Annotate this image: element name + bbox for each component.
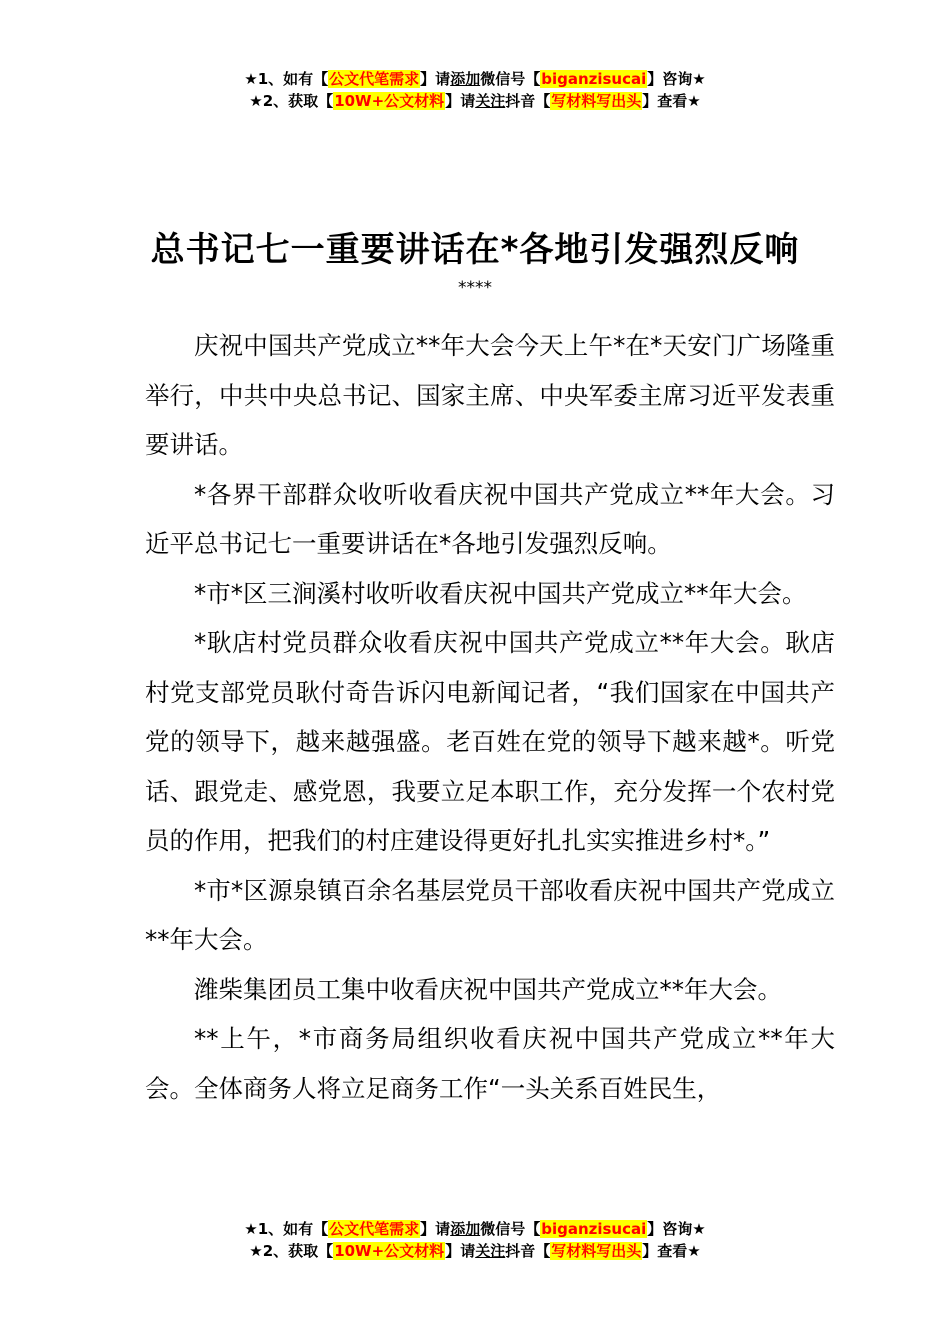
- promo-text: 】请: [420, 1220, 451, 1238]
- promo-text: 】请: [420, 70, 451, 88]
- paragraph: *耿店村党员群众收看庆祝中国共产党成立**年大会。耿店村党支部党员耿付奇告诉闪电新闻记者，“我们国家在中国共产党的领导下，越来越强盛。老百姓在党的领导下越来越*。听党话、跟党走、感党恩，我要立足本职工作，充分发挥一个农村党员的作用，把我们的村庄建设得更好扎扎实实推进乡村*。”: [145, 628, 835, 855]
- promo-text: ★1、如有【: [244, 1220, 329, 1238]
- document-body: [145, 321, 835, 1113]
- promo-highlight: 10W+公文材料: [334, 1242, 445, 1260]
- promo-highlight: 10W+公文材料: [334, 92, 445, 110]
- promo-text: 】请: [445, 92, 476, 110]
- promo-line-2: [0, 1240, 950, 1262]
- paragraph: 庆祝中国共产党成立**年大会今天上午*在*天安门广场隆重举行，中共中央总书记、国家主席、中央军委主席习近平发表重要讲话。: [145, 331, 835, 459]
- promo-text: 】查看★: [642, 92, 701, 110]
- promo-banner-bottom: [0, 1218, 950, 1262]
- promo-text: ★2、获取【: [249, 92, 334, 110]
- promo-underline-text: 关注: [475, 92, 506, 110]
- promo-line-1: [0, 68, 950, 90]
- promo-highlight: 公文代笔需求: [329, 1220, 420, 1238]
- promo-text: 抖音【: [505, 1242, 551, 1260]
- promo-text: 】请: [445, 1242, 476, 1260]
- promo-highlight: 公文代笔需求: [329, 70, 420, 88]
- paragraph: **上午，*市商务局组织收看庆祝中国共产党成立**年大会。全体商务人将立足商务工作“一头关系百姓民生，: [145, 1024, 835, 1103]
- promo-text: 】咨询★: [647, 70, 706, 88]
- promo-banner-top: [0, 68, 950, 112]
- wechat-id-highlight: biganzisucai: [541, 70, 647, 88]
- promo-line-2: [0, 90, 950, 112]
- promo-text: 】查看★: [642, 1242, 701, 1260]
- paragraph: *市*区源泉镇百余名基层党员干部收看庆祝中国共产党成立**年大会。: [145, 875, 835, 954]
- promo-text: 】咨询★: [647, 1220, 706, 1238]
- promo-underline-text: 添加: [450, 1220, 481, 1238]
- document-title: 总书记七一重要讲话在*各地引发强烈反响: [150, 230, 800, 270]
- promo-text: ★1、如有【: [244, 70, 329, 88]
- douyin-id-highlight: 写材料写出头: [551, 1242, 642, 1260]
- promo-underline-text: 添加: [450, 70, 481, 88]
- douyin-id-highlight: 写材料写出头: [551, 92, 642, 110]
- promo-underline-text: 关注: [475, 1242, 506, 1260]
- promo-text: 抖音【: [505, 92, 551, 110]
- document-author: ****: [458, 278, 492, 298]
- promo-line-1: [0, 1218, 950, 1240]
- paragraph: *各界干部群众收听收看庆祝中国共产党成立**年大会。习近平总书记七一重要讲话在*各地引发强烈反响。: [145, 479, 835, 558]
- promo-text: 微信号【: [480, 70, 541, 88]
- paragraph: 潍柴集团员工集中收看庆祝中国共产党成立**年大会。: [194, 974, 782, 1004]
- paragraph: *市*区三涧溪村收听收看庆祝中国共产党成立**年大会。: [194, 578, 807, 608]
- wechat-id-highlight: biganzisucai: [541, 1220, 647, 1238]
- promo-text: 微信号【: [480, 1220, 541, 1238]
- promo-text: ★2、获取【: [249, 1242, 334, 1260]
